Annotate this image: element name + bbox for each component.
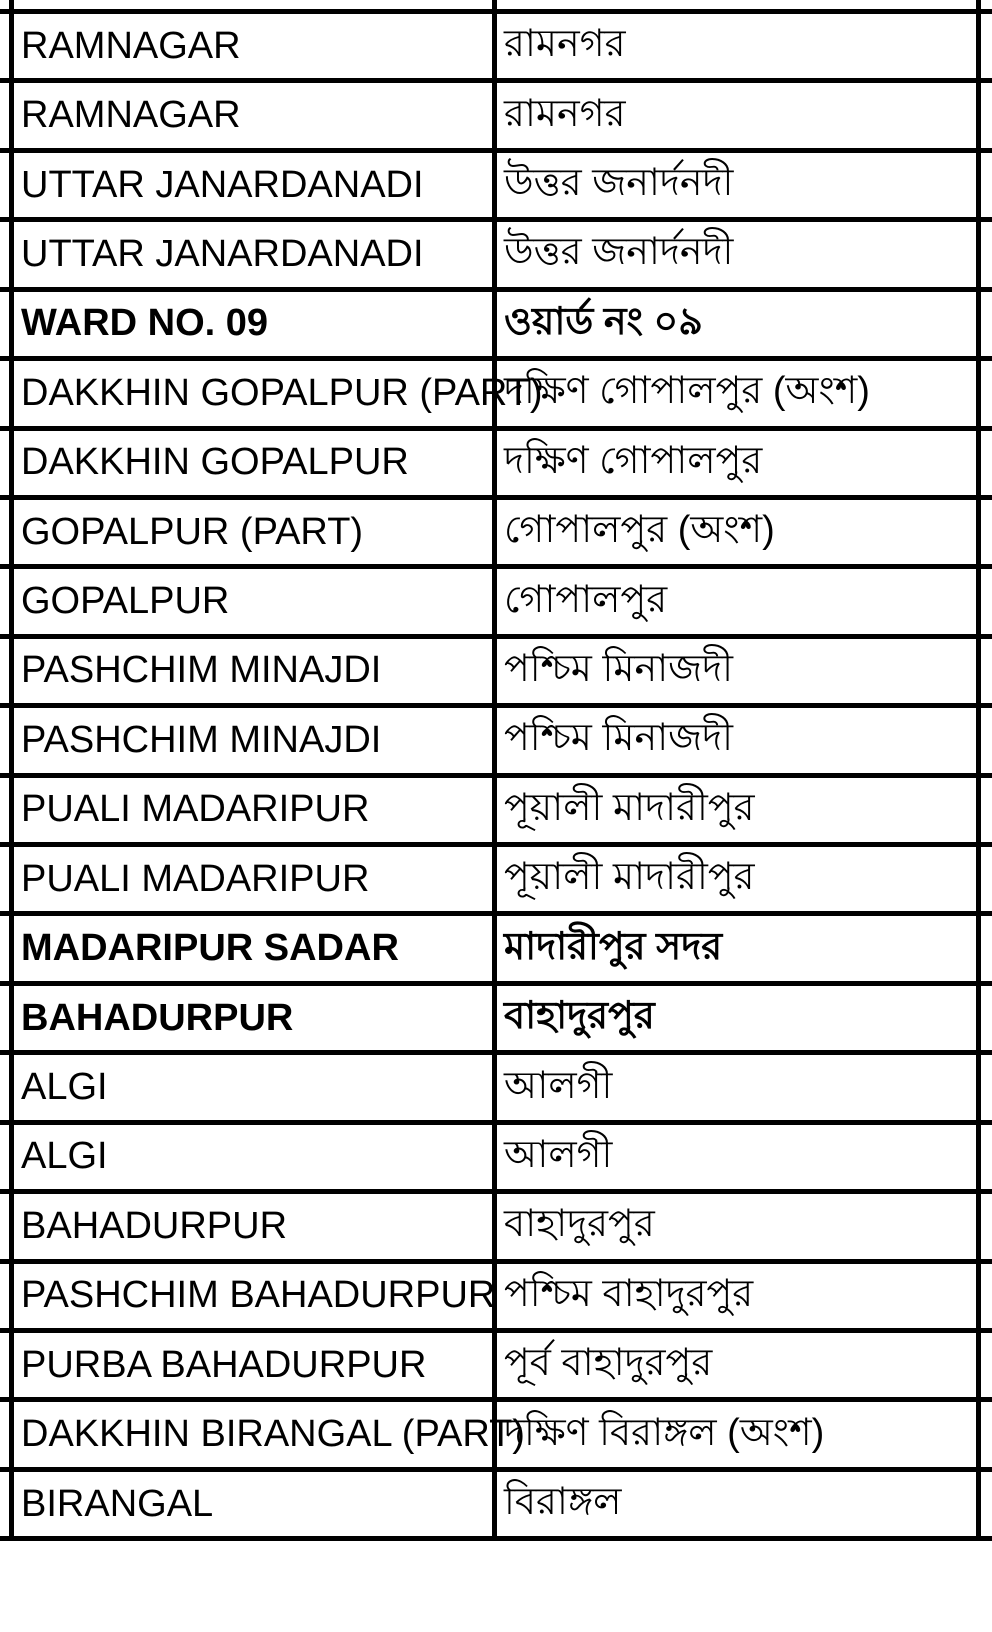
cell-name-bengali: বাহাদুরপুর	[504, 995, 655, 1038]
table-row	[0, 1402, 992, 1466]
table-row	[0, 778, 992, 842]
cell-name-bengali: মাদারীপুর সদর	[504, 925, 723, 968]
cell-name-english: UTTAR JANARDANADI	[21, 163, 424, 206]
table-row	[0, 222, 992, 286]
table-row	[0, 1125, 992, 1189]
cell-name-bengali: আলগী	[504, 1064, 613, 1107]
cell-name-english: ALGI	[21, 1135, 108, 1178]
table-row	[0, 153, 992, 217]
table-row	[0, 569, 992, 633]
cell-name-bengali: গোপালপুর	[504, 578, 668, 621]
table-row	[0, 639, 992, 703]
cell-name-english: MADARIPUR SADAR	[21, 927, 399, 970]
cell-name-bengali: ওয়ার্ড নং ০৯	[504, 300, 703, 343]
cell-name-bengali: রামনগর	[504, 23, 626, 66]
cell-name-english: PASHCHIM MINAJDI	[21, 649, 382, 692]
cell-name-bengali: পূয়ালী মাদারীপুর	[504, 786, 755, 829]
table-row	[0, 916, 992, 980]
table-row	[0, 986, 992, 1050]
table-row	[0, 1333, 992, 1397]
cell-name-english: BIRANGAL	[21, 1482, 214, 1525]
table-row	[0, 1055, 992, 1119]
cell-name-english: GOPALPUR	[21, 580, 230, 623]
cell-name-bengali: পশ্চিম বাহাদুরপুর	[504, 1272, 754, 1315]
cell-name-bengali: পূয়ালী মাদারীপুর	[504, 856, 755, 899]
table-row	[0, 1472, 992, 1536]
cell-name-english: DAKKHIN GOPALPUR	[21, 441, 409, 484]
cell-name-bengali: বিরাঙ্গল	[504, 1481, 622, 1524]
cell-name-english: BAHADURPUR	[21, 1204, 288, 1247]
cell-name-bengali: পশ্চিম মিনাজদী	[504, 647, 733, 690]
cell-name-english: PURBA BAHADURPUR	[21, 1343, 427, 1386]
table-row	[0, 292, 992, 356]
cell-name-english: WARD NO. 09	[21, 302, 269, 345]
cell-name-english: PUALI MADARIPUR	[21, 857, 370, 900]
cell-name-bengali: উত্তর জনার্দনদী	[504, 231, 734, 274]
cell-name-bengali: বাহাদুরপুর	[504, 1203, 655, 1246]
cell-name-english: PASHCHIM BAHADURPUR	[21, 1274, 496, 1317]
grid-line-horizontal	[0, 1536, 992, 1541]
cell-name-bengali: গোপালপুর (অংশ)	[504, 509, 775, 552]
cell-name-bengali: আলগী	[504, 1133, 613, 1176]
cell-name-bengali: দক্ষিণ গোপালপুর (অংশ)	[504, 370, 870, 413]
cell-name-bengali: রামনগর	[504, 92, 626, 135]
table-row	[0, 14, 992, 78]
table-row	[0, 431, 992, 495]
cell-name-english: PUALI MADARIPUR	[21, 788, 370, 831]
table-row	[0, 708, 992, 772]
cell-name-english: RAMNAGAR	[21, 24, 241, 67]
cell-name-bengali: উত্তর জনার্দনদী	[504, 162, 734, 205]
cell-name-bengali: দক্ষিণ গোপালপুর	[504, 439, 763, 482]
cell-name-bengali: দক্ষিণ বিরাঙ্গল (অংশ)	[504, 1411, 825, 1454]
cell-name-english: RAMNAGAR	[21, 94, 241, 137]
cell-name-english: BAHADURPUR	[21, 996, 294, 1039]
cell-name-english: DAKKHIN GOPALPUR (PART)	[21, 371, 543, 414]
table-row	[0, 500, 992, 564]
cell-name-english: PASHCHIM MINAJDI	[21, 718, 382, 761]
cell-name-bengali: পূর্ব বাহাদুরপুর	[504, 1342, 713, 1385]
cell-name-english: ALGI	[21, 1066, 108, 1108]
cell-name-bengali: পশ্চিম মিনাজদী	[504, 717, 733, 760]
cell-name-english: GOPALPUR (PART)	[21, 510, 364, 553]
table-row	[0, 1194, 992, 1258]
table-row	[0, 361, 992, 425]
cell-name-english: DAKKHIN BIRANGAL (PART)	[21, 1413, 525, 1456]
table-row	[0, 1264, 992, 1328]
cell-name-english: UTTAR JANARDANADI	[21, 232, 424, 275]
table-row	[0, 83, 992, 147]
table-row	[0, 847, 992, 911]
